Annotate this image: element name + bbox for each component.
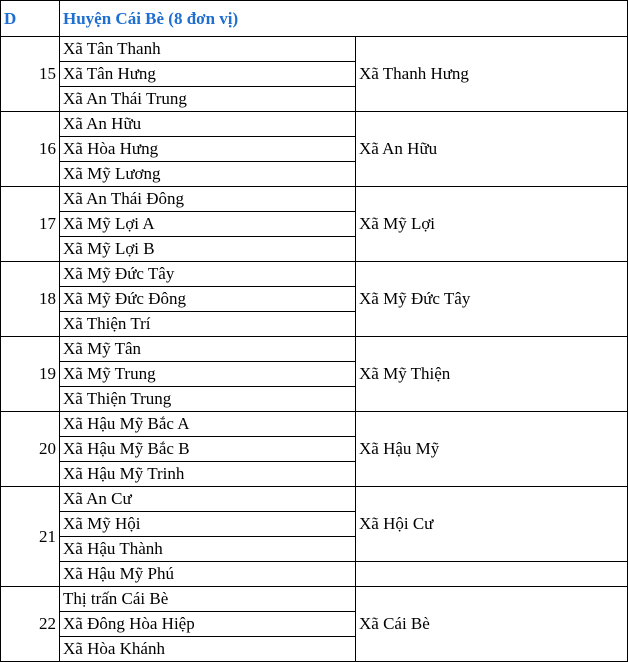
table-row [1, 412, 628, 437]
old-unit-name: Xã An Hữu [60, 112, 356, 137]
new-unit-name: Xã Mỹ Đức Tây [356, 262, 628, 337]
old-unit-name: Xã Thiện Trí [60, 312, 356, 337]
table-row [1, 337, 628, 362]
table-row [1, 262, 628, 287]
old-unit-name: Xã Mỹ Lương [60, 162, 356, 187]
old-unit-name: Xã Mỹ Tân [60, 337, 356, 362]
table-row [1, 487, 628, 512]
group-number: 20 [1, 412, 60, 487]
table-row [1, 587, 628, 612]
group-number: 16 [1, 112, 60, 187]
group-number: 18 [1, 262, 60, 337]
old-unit-name: Xã Hậu Mỹ Phú [60, 562, 356, 587]
old-unit-name: Xã Tân Thanh [60, 37, 356, 62]
old-unit-name: Xã An Cư [60, 487, 356, 512]
old-unit-name: Xã Hòa Khánh [60, 637, 356, 662]
old-unit-name: Xã Mỹ Lợi B [60, 237, 356, 262]
table-row [1, 37, 628, 62]
new-unit-name: Xã Mỹ Thiện [356, 337, 628, 412]
old-unit-name: Xã Hậu Mỹ Trinh [60, 462, 356, 487]
header-row [1, 1, 628, 37]
header-district-title: Huyện Cái Bè (8 đơn vị) [60, 1, 628, 37]
old-unit-name: Xã Hậu Mỹ Bắc B [60, 437, 356, 462]
merge-table-body [1, 1, 628, 662]
old-unit-name: Xã Tân Hưng [60, 62, 356, 87]
old-unit-name: Xã Mỹ Lợi A [60, 212, 356, 237]
old-unit-name: Thị trấn Cái Bè [60, 587, 356, 612]
table-row [1, 187, 628, 212]
old-unit-name: Xã An Thái Đông [60, 187, 356, 212]
new-unit-name: Xã Hội Cư [356, 487, 628, 562]
old-unit-name: Xã An Thái Trung [60, 87, 356, 112]
new-unit-name: Xã Hậu Mỹ [356, 412, 628, 487]
table-row [1, 562, 628, 587]
table-row [1, 112, 628, 137]
group-number: 19 [1, 337, 60, 412]
empty-cell [356, 562, 628, 587]
old-unit-name: Xã Hậu Thành [60, 537, 356, 562]
old-unit-name: Xã Mỹ Đức Đông [60, 287, 356, 312]
old-unit-name: Xã Thiện Trung [60, 387, 356, 412]
old-unit-name: Xã Mỹ Hội [60, 512, 356, 537]
old-unit-name: Xã Hòa Hưng [60, 137, 356, 162]
new-unit-name: Xã Thanh Hưng [356, 37, 628, 112]
group-number: 22 [1, 587, 60, 662]
old-unit-name: Xã Hậu Mỹ Bắc A [60, 412, 356, 437]
old-unit-name: Xã Đông Hòa Hiệp [60, 612, 356, 637]
new-unit-name: Xã Cái Bè [356, 587, 628, 662]
group-number: 15 [1, 37, 60, 112]
old-unit-name: Xã Mỹ Trung [60, 362, 356, 387]
group-number: 17 [1, 187, 60, 262]
group-number: 21 [1, 487, 60, 587]
new-unit-name: Xã An Hữu [356, 112, 628, 187]
new-unit-name: Xã Mỹ Lợi [356, 187, 628, 262]
header-section-letter: D [1, 1, 60, 37]
old-unit-name: Xã Mỹ Đức Tây [60, 262, 356, 287]
